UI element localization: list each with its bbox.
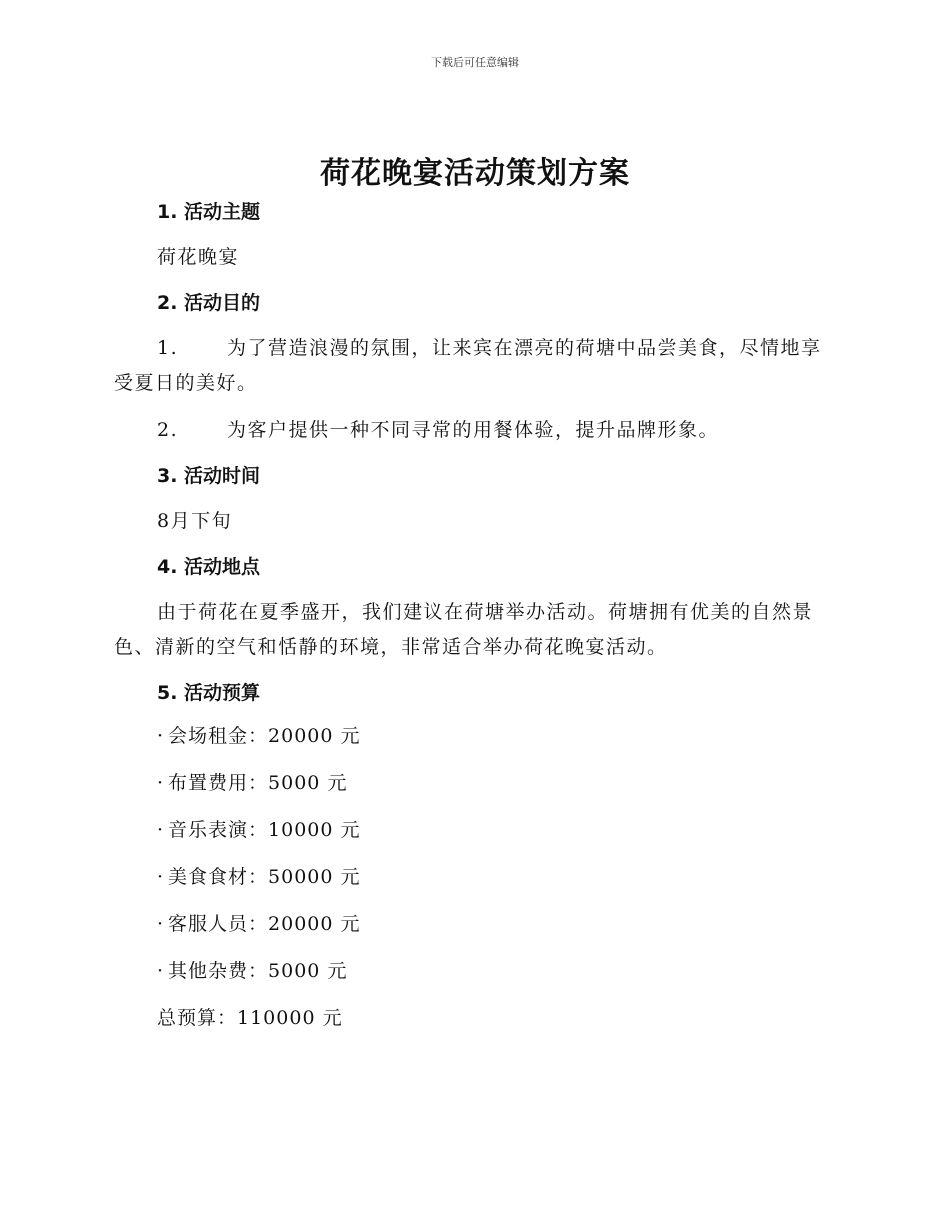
purpose-item-1-text: 为了营造浪漫的氛围，让来宾在漂亮的荷塘中品尝美食，尽情地享受夏日的美好。	[114, 337, 822, 394]
budget-total: 总预算：110000 元	[157, 1007, 343, 1029]
budget-item-text: 美食食材：50000 元	[168, 866, 361, 888]
budget-item	[114, 854, 834, 901]
bullet-icon: ·	[157, 960, 165, 982]
header-note: 下载后可任意编辑	[431, 56, 519, 69]
budget-item	[114, 807, 834, 854]
budget-list	[114, 713, 834, 1042]
purpose-item-1	[114, 331, 834, 401]
purpose-item-2-text: 为客户提供一种不同寻常的用餐体验，提升品牌形象。	[227, 419, 720, 441]
bullet-icon: ·	[157, 866, 165, 888]
document-body	[114, 196, 834, 1042]
bullet-icon: ·	[157, 913, 165, 935]
purpose-item-1-number: 1.	[157, 337, 179, 359]
budget-item-text: 音乐表演：10000 元	[168, 819, 361, 841]
section-heading-time: 3. 活动时间	[157, 465, 261, 487]
bullet-icon: ·	[157, 819, 165, 841]
budget-item-text: 客服人员：20000 元	[168, 913, 361, 935]
document-title: 荷花晚宴活动策划方案	[320, 156, 630, 191]
budget-item-text: 布置费用：5000 元	[168, 772, 348, 794]
theme-text: 荷花晚宴	[157, 246, 240, 268]
budget-item	[114, 760, 834, 807]
section-heading-purpose: 2. 活动目的	[157, 292, 261, 314]
time-text: 8月下旬	[157, 510, 233, 532]
bullet-icon: ·	[157, 772, 165, 794]
budget-item-text: 其他杂费：5000 元	[168, 960, 348, 982]
budget-item	[114, 713, 834, 760]
bullet-icon: ·	[157, 725, 165, 747]
section-heading-location: 4. 活动地点	[157, 556, 261, 578]
purpose-item-2	[114, 413, 834, 448]
location-text: 由于荷花在夏季盛开，我们建议在荷塘举办活动。荷塘拥有优美的自然景色、清新的空气和恬静的环境，非常适合举办荷花晚宴活动。	[114, 601, 814, 658]
section-heading-theme: 1. 活动主题	[157, 201, 261, 223]
budget-item-text: 会场租金：20000 元	[168, 725, 361, 747]
purpose-item-2-number: 2.	[157, 419, 179, 441]
section-heading-budget: 5. 活动预算	[157, 682, 261, 704]
budget-item	[114, 901, 834, 948]
budget-item	[114, 948, 834, 995]
